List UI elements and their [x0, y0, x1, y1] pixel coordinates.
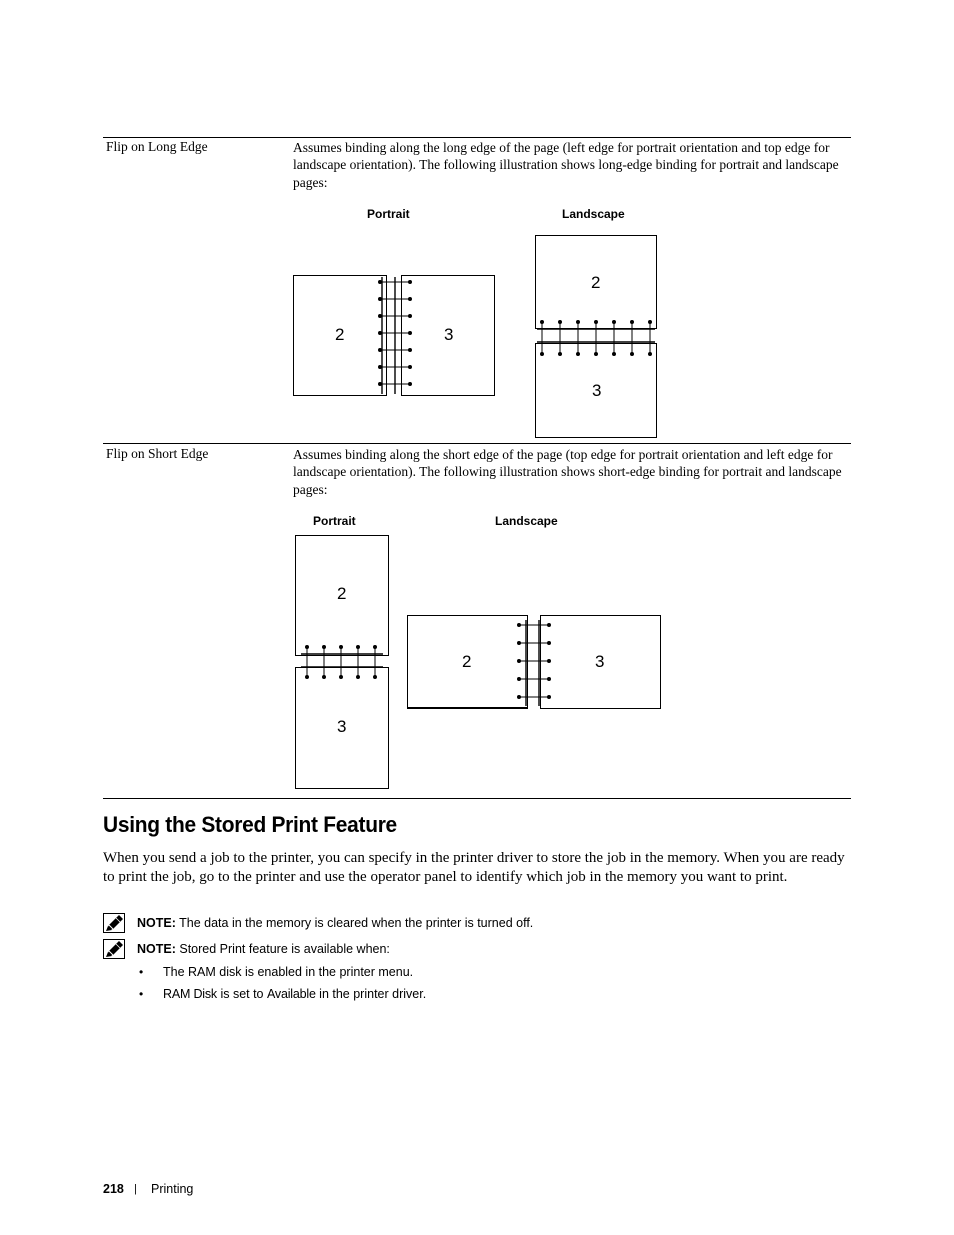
page-number: 3: [337, 717, 347, 736]
term-flip-long-edge: Flip on Long Edge: [106, 139, 208, 154]
fig2-portrait-page-top: [295, 535, 389, 656]
ui-term-ram-disk: RAM Disk: [163, 987, 217, 1001]
fig1-landscape-page-top: [535, 235, 657, 329]
footer-page-number: 218: [103, 1182, 124, 1196]
note-2: [137, 942, 390, 956]
note-label: NOTE:: [137, 942, 176, 956]
fig2-landscape-label: Landscape: [495, 514, 558, 528]
page-number: 3: [444, 325, 454, 344]
bullet-dot: •: [139, 965, 144, 979]
desc-flip-long-edge: Assumes binding along the long edge of the page (left edge for portrait orientation and top edge for landscape orientation). The following illustration shows long-edge binding for portrait and landscape pages:: [293, 140, 839, 190]
table-row-rule: [103, 443, 851, 444]
section-heading: Using the Stored Print Feature: [103, 812, 397, 837]
bullet-text-end: in the printer driver.: [315, 987, 427, 1001]
note-pencil-icon: [103, 913, 125, 933]
table-top-rule: [103, 137, 851, 138]
fig2-landscape-page-left: [407, 615, 528, 709]
note-pencil-icon: [103, 939, 125, 959]
fig1-portrait-page-right: [401, 275, 495, 396]
fig2-landscape-page-right: [540, 615, 661, 709]
ui-term-available: Available: [267, 987, 316, 1001]
note-1: [137, 916, 533, 930]
page-number: 2: [462, 652, 472, 671]
note-body: The data in the memory is cleared when the printer is turned off.: [179, 916, 534, 930]
bullet-item-1: The RAM disk is enabled in the printer menu.: [163, 965, 414, 979]
page-number: 2: [591, 273, 601, 292]
page-number: 2: [335, 325, 345, 344]
term-flip-short-edge: Flip on Short Edge: [106, 446, 209, 461]
note-body: Stored Print feature is available when:: [179, 942, 390, 956]
bullet-text-mid: is set to: [216, 987, 267, 1001]
footer-section: Printing: [151, 1182, 194, 1196]
footer-separator: |: [134, 1183, 137, 1195]
fig1-portrait-page-left: [293, 275, 387, 396]
fig1-portrait-binding: [375, 273, 415, 398]
bullet-item-2: [163, 987, 426, 1001]
page-number: 3: [595, 652, 605, 671]
fig1-landscape-binding: [533, 317, 659, 357]
fig2-portrait-label: Portrait: [313, 514, 356, 528]
desc-flip-short-edge: Assumes binding along the short edge of the page (top edge for portrait orientation and left edge for landscape orientation). The following illustration shows short-edge binding for portrait and landscape pages:: [293, 447, 842, 497]
table-bottom-rule: [103, 798, 851, 799]
page-number: 3: [592, 381, 602, 400]
fig2-portrait-binding: [297, 643, 387, 681]
fig1-landscape-page-bottom: [535, 343, 657, 438]
bullet-dot: •: [139, 987, 144, 1001]
fig2-landscape-binding: [515, 617, 553, 709]
fig1-portrait-label: Portrait: [367, 207, 410, 221]
note-label: NOTE:: [137, 916, 176, 930]
section-paragraph: When you send a job to the printer, you can specify in the printer driver to store the job in the memory. When you are ready to print the job, go to the printer and use the operator panel to identify which job in the memory you want to print.: [103, 850, 845, 886]
fig1-landscape-label: Landscape: [562, 207, 625, 221]
fig2-portrait-page-bottom: [295, 667, 389, 789]
page-number: 2: [337, 584, 347, 603]
